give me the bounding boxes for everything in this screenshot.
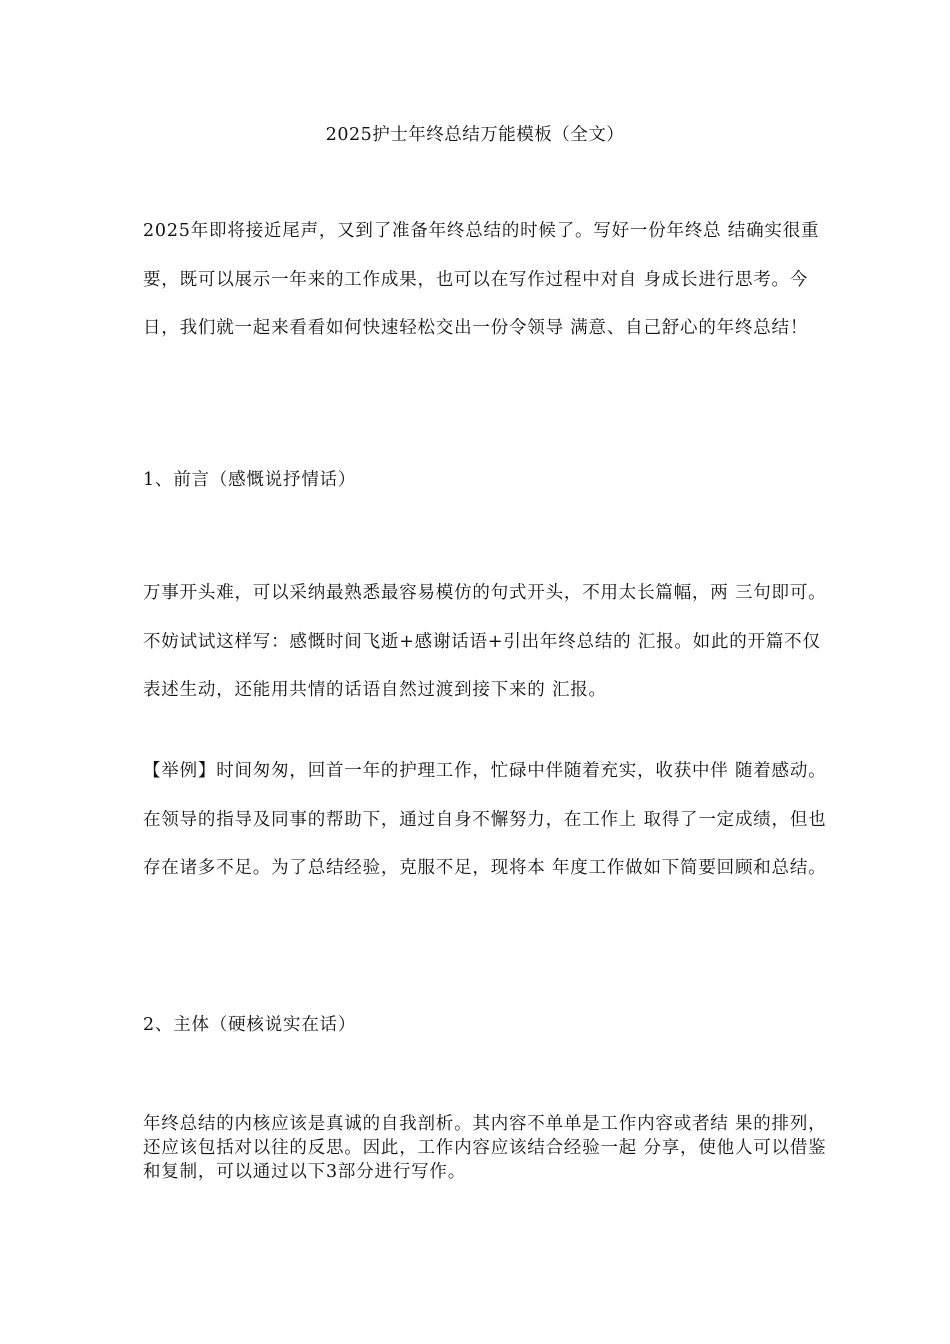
section-heading-preface: 1、前言（感慨说抒情话）: [143, 470, 357, 490]
preface-paragraph: 万事开头难，可以采纳最熟悉最容易模仿的句式开头，不用太长篇幅，两 三句即可。不妨试试这样写：感慨时间飞逝+感谢话语+引出年终总结的 汇报。如此的开篇不仅表述生动，还能用共情的话语自然过渡到接下来的 汇报。: [143, 583, 827, 700]
intro-paragraph: 2025年即将接近尾声，又到了准备年终总结的时候了。写好一份年终总 结确实很重要，既可以展示一年来的工作成果，也可以在写作过程中对自 身成长进行思考。今日，我们就一起来看看如何快速轻松交出一份令领导 满意、自己舒心的年终总结！: [143, 221, 820, 338]
document-title: 2025护士年终总结万能模板（全文）: [325, 125, 625, 145]
body-paragraph: 年终总结的内核应该是真诚的自我剖析。其内容不单单是工作内容或者结 果的排列，还应该包括对以往的反思。因此，工作内容应该结合经验一起 分享，使他人可以借鉴和复制，可以通过以下3部分进行写作。: [143, 1114, 827, 1182]
section-heading-body: 2、主体（硬核说实在话）: [143, 1015, 357, 1035]
example-paragraph: 【举例】时间匆匆，回首一年的护理工作，忙碌中伴随着充实，收获中伴 随着感动。在领导的指导及同事的帮助下，通过自身不懈努力，在工作上 取得了一定成绩，但也存在诸多不足。为了总结经验，克服不足，现将本 年度工作做如下简要回顾和总结。: [143, 761, 827, 878]
